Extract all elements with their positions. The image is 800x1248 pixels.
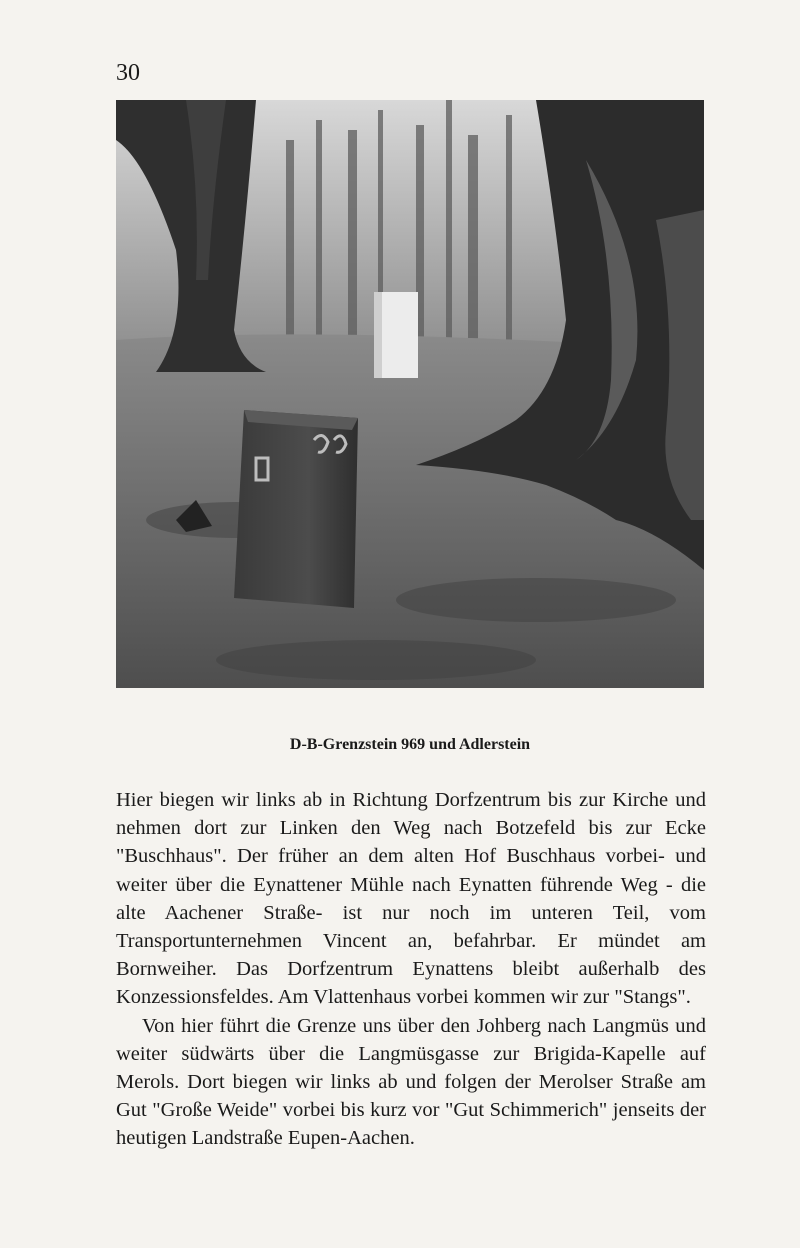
page-number: 30 [116, 60, 140, 86]
forest-photo-image [116, 100, 704, 688]
paragraph: Von hier führt die Grenze uns über den Johberg nach Langmüs und weiter südwärts über die Langmüsgasse zur Brigida-Kapelle auf Merols. Dort biegen wir links ab und folgen der Merolser Straße am Gut "Große Weide" vorbei bis kurz vor "Gut Schimmerich" jenseits der heutigen Landstraße Eupen-Aachen. [116, 1014, 706, 1150]
photo-caption: D-B-Grenzstein 969 und Adlerstein [289, 736, 531, 753]
body-text [116, 786, 706, 1153]
forest-photo [116, 100, 704, 688]
paragraph: Hier biegen wir links ab in Richtung Dorfzentrum bis zur Kirche und nehmen dort zur Linken den Weg nach Botzefeld bis zur Ecke "Buschhaus". Der früher an dem alten Hof Buschhaus vorbei- und weiter über die Eynattener Mühle nach Eynatten führende Weg - die alte Aachener Straße- ist nur noch im unteren Teil, vom Transportunternehmen Vincent an, befahrbar. Er mündet am Bornweiher. Das Dorfzentrum Eynattens bleibt außerhalb des Konzessionsfeldes. Am Vlattenhaus vorbei kommen wir zur "Stangs". [116, 789, 706, 1009]
